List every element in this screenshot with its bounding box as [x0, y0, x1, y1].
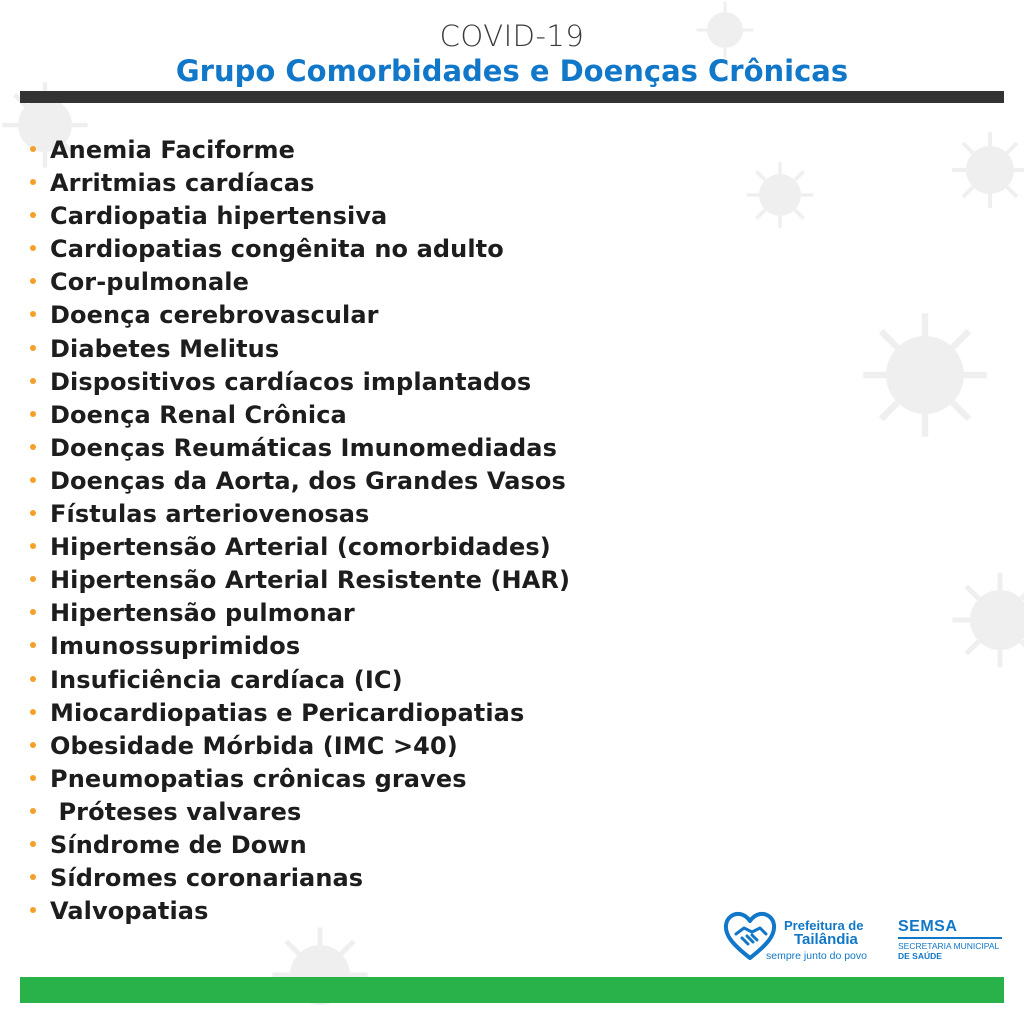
- list-item-label: Cardiopatia hipertensiva: [50, 202, 388, 231]
- semsa-subtitle-1: SECRETARIA MUNICIPAL: [898, 941, 1000, 951]
- list-item-label: Valvopatias: [50, 897, 209, 926]
- list-item: [30, 432, 570, 465]
- list-item-label: Doenças Reumáticas Imunomediadas: [50, 433, 557, 462]
- footer-logos: [720, 908, 1010, 968]
- list-item-label: Síndrome de Down: [50, 830, 307, 859]
- list-item: [30, 399, 570, 432]
- bullet-icon: [30, 841, 36, 847]
- list-item-label: Imunossuprimidos: [50, 632, 301, 661]
- bullet-icon: [30, 179, 36, 185]
- list-item: [30, 134, 570, 167]
- list-item-label: Dispositivos cardíacos implantados: [50, 367, 532, 396]
- list-item: [30, 697, 570, 730]
- virus-icon: [270, 925, 370, 1024]
- list-item-label: Insuficiência cardíaca (IC): [50, 665, 403, 694]
- list-item: [30, 829, 570, 862]
- list-item: [30, 299, 570, 332]
- list-item-label: Doença Renal Crônica: [50, 400, 347, 429]
- list-item-label: Doença cerebrovascular: [50, 301, 379, 330]
- bullet-icon: [30, 709, 36, 715]
- list-item: [30, 895, 570, 928]
- list-item: [30, 597, 570, 630]
- list-item-label: Anemia Faciforme: [50, 136, 296, 164]
- list-item-label: Hipertensão Arterial (comorbidades): [50, 533, 551, 562]
- bullet-icon: [30, 775, 36, 781]
- bullet-icon: [30, 543, 36, 549]
- bullet-icon: [30, 642, 36, 648]
- list-item: [30, 664, 570, 697]
- bullet-icon: [30, 444, 36, 450]
- prefeitura-line2: Tailândia: [794, 931, 858, 948]
- list-item: [30, 862, 570, 895]
- list-item-label: Doenças da Aorta, dos Grandes Vasos: [50, 466, 566, 495]
- list-item-label: Obesidade Mórbida (IMC >40): [50, 731, 458, 760]
- list-item-label: Hipertensão pulmonar: [50, 599, 355, 628]
- prefeitura-slogan: sempre junto do povo: [766, 950, 867, 962]
- list-item-label: Miocardiopatias e Pericardiopatias: [50, 698, 525, 727]
- comorbidity-list: [30, 134, 570, 928]
- virus-icon: [950, 570, 1024, 670]
- list-item: [30, 200, 570, 233]
- virus-icon: [950, 130, 1024, 210]
- list-item-label: Fístulas arteriovenosas: [50, 500, 370, 529]
- list-item-label: Sídromes coronarianas: [50, 864, 364, 893]
- bullet-icon: [30, 576, 36, 582]
- bullet-icon: [30, 477, 36, 483]
- bullet-icon: [30, 609, 36, 615]
- prefeitura-line1: Prefeitura de: [784, 918, 864, 933]
- list-item: [30, 630, 570, 663]
- virus-icon: [860, 310, 990, 440]
- list-item: [30, 796, 570, 829]
- header: [0, 18, 1024, 88]
- bullet-icon: [30, 212, 36, 218]
- list-item-label: Cor-pulmonale: [50, 268, 249, 297]
- bullet-icon: [30, 874, 36, 880]
- virus-icon: [745, 160, 815, 230]
- page-title: Grupo Comorbidades e Doenças Crônicas: [175, 54, 849, 88]
- supertitle: COVID-19: [439, 19, 585, 53]
- list-item: [30, 366, 570, 399]
- list-item: [30, 498, 570, 531]
- bullet-icon: [30, 676, 36, 682]
- semsa-divider: [898, 937, 1002, 939]
- list-item: [30, 465, 570, 498]
- list-item-label: Cardiopatias congênita no adulto: [50, 235, 504, 264]
- bullet-icon: [30, 146, 36, 152]
- semsa-subtitle-2: DE SAÚDE: [898, 951, 942, 961]
- list-item: [30, 564, 570, 597]
- list-item: [30, 266, 570, 299]
- bullet-icon: [30, 742, 36, 748]
- list-item: [30, 233, 570, 266]
- bullet-icon: [30, 907, 36, 913]
- list-item: [30, 531, 570, 564]
- list-item-label: Arritmias cardíacas: [50, 169, 315, 198]
- bullet-icon: [30, 411, 36, 417]
- bullet-icon: [30, 311, 36, 317]
- list-item-label: Pneumopatias crônicas graves: [50, 764, 467, 793]
- bullet-icon: [30, 808, 36, 814]
- bullet-icon: [30, 245, 36, 251]
- semsa-title: SEMSA: [898, 918, 958, 935]
- bullet-icon: [30, 378, 36, 384]
- list-item: [30, 730, 570, 763]
- list-item: [30, 763, 570, 796]
- list-item-label: Hipertensão Arterial Resistente (HAR): [50, 566, 571, 595]
- list-item-label: Próteses valvares: [50, 797, 302, 826]
- bullet-icon: [30, 345, 36, 351]
- bottom-bar: [20, 977, 1004, 1003]
- list-item: [30, 333, 570, 366]
- list-item-label: Diabetes Melitus: [50, 334, 280, 363]
- bullet-icon: [30, 510, 36, 516]
- bullet-icon: [30, 278, 36, 284]
- top-divider: [20, 91, 1004, 103]
- list-item: [30, 167, 570, 200]
